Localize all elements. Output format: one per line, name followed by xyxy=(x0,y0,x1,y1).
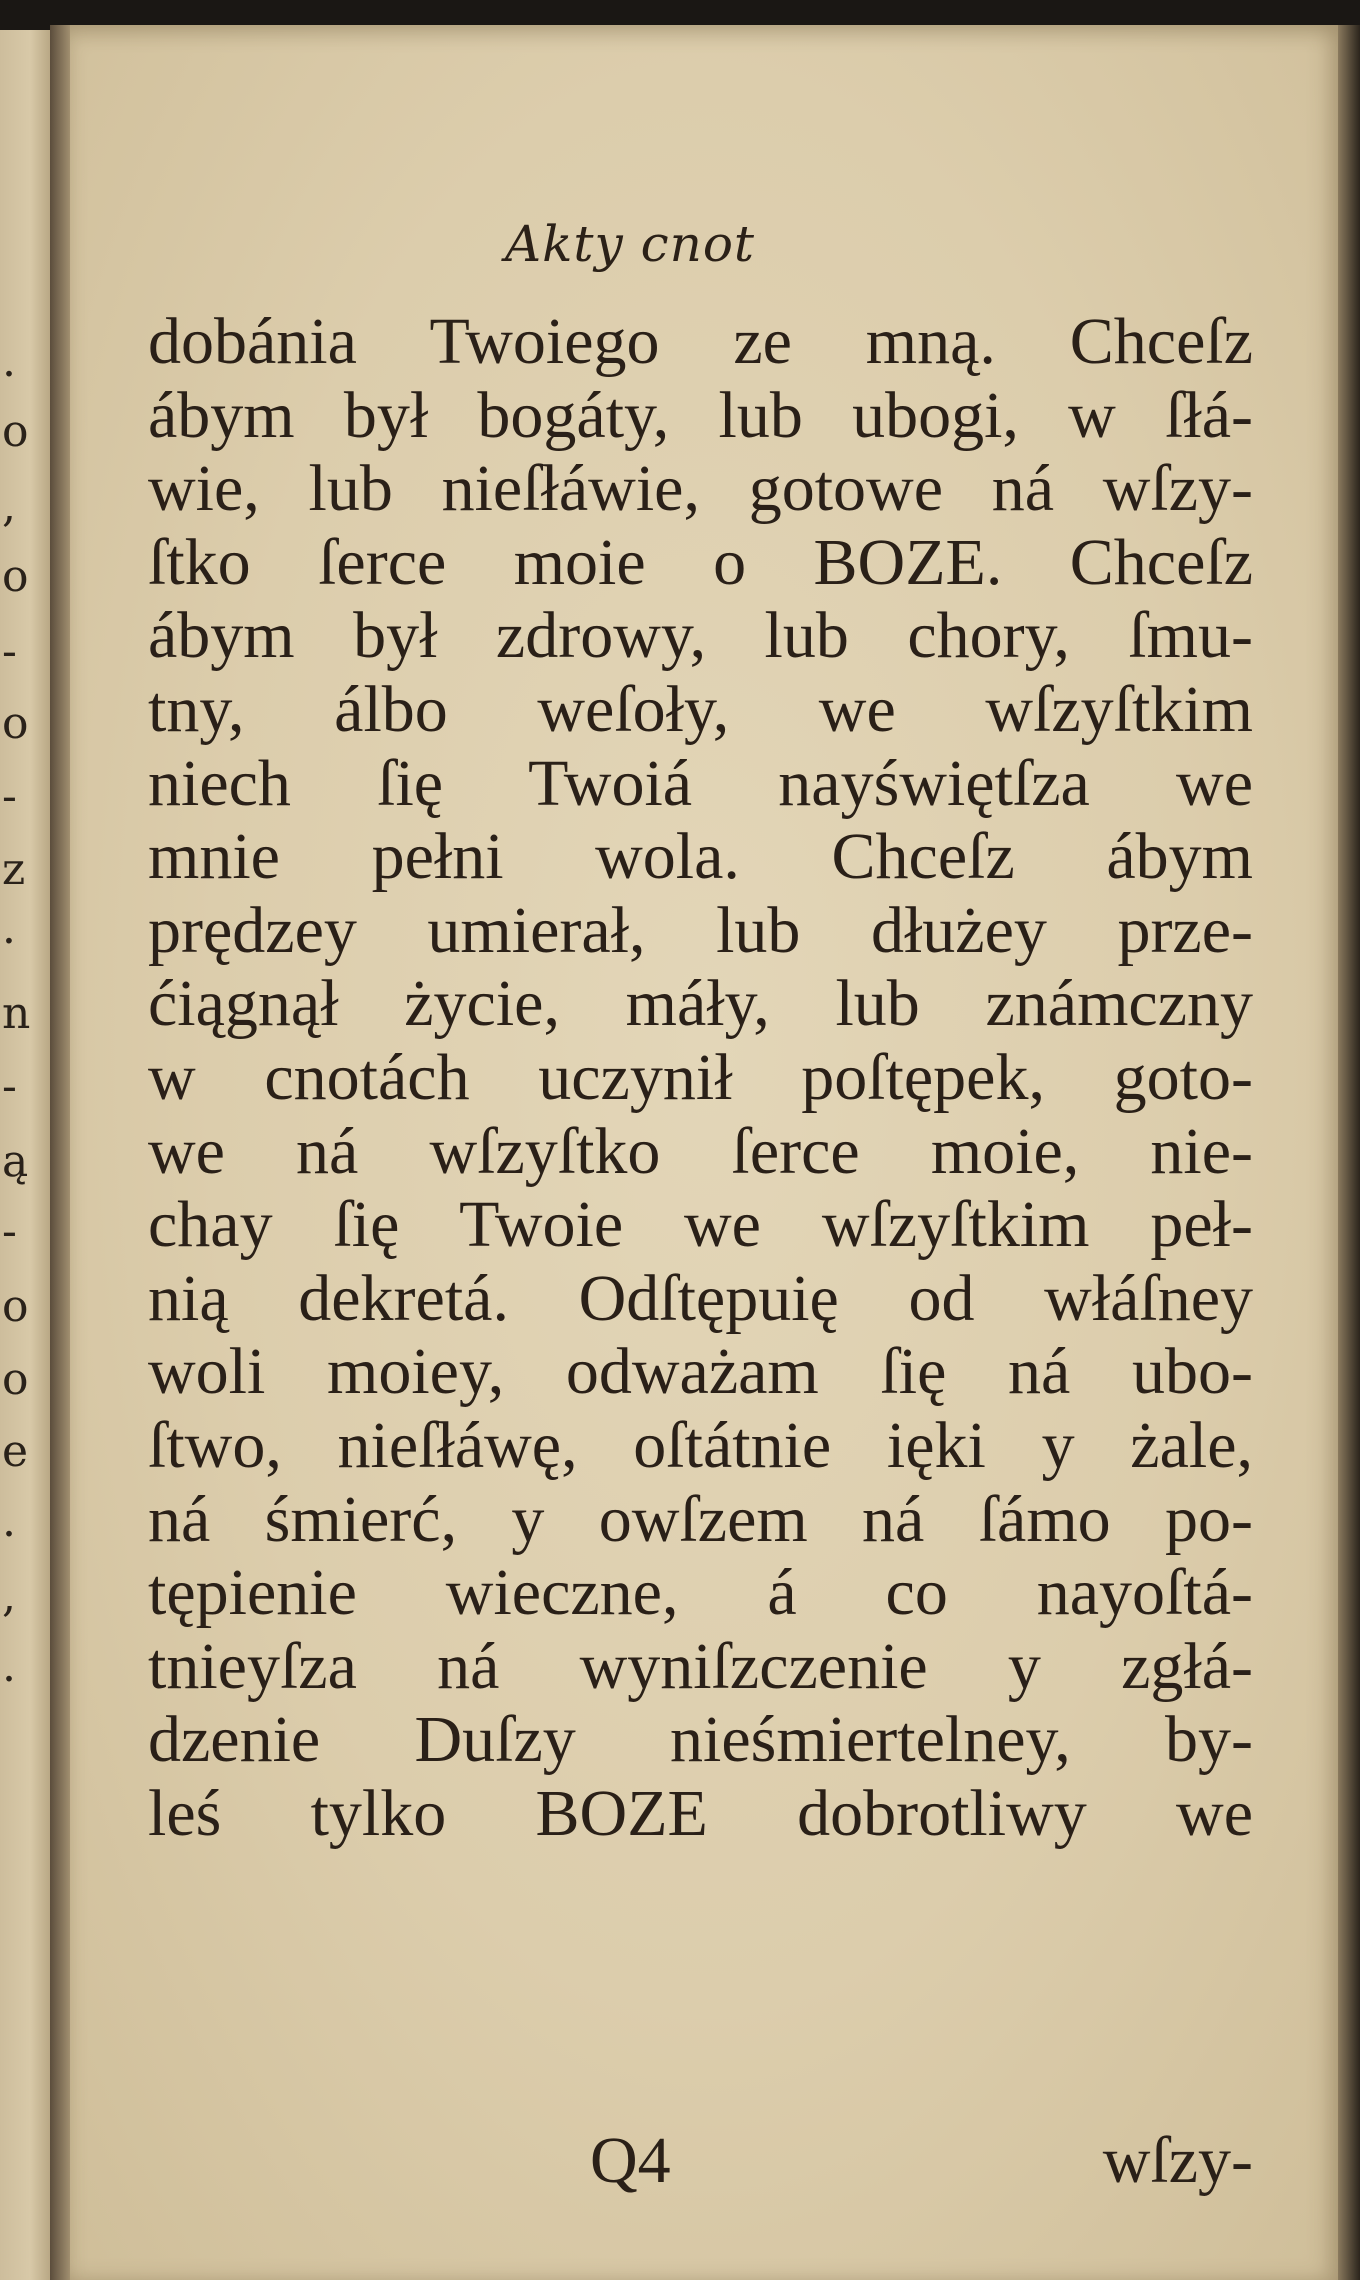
body-text xyxy=(148,305,1253,1850)
page-footer xyxy=(148,2123,1253,2203)
facing-page-letter: o xyxy=(2,406,29,457)
facing-page-letter: - xyxy=(2,771,17,822)
text-line: wie, lub nieſłáwie, gotowe ná wſzy- xyxy=(148,452,1253,526)
facing-page-letter: n xyxy=(2,988,31,1039)
text-line: tnieyſza ná wyniſzczenie y zgłá- xyxy=(148,1629,1253,1703)
text-line: ſtko ſerce moie o BOZE. Chceſz xyxy=(148,525,1253,599)
text-line: niech ſię Twoiá nayświętſza we xyxy=(148,746,1253,820)
signature-mark: Q4 xyxy=(590,2124,671,2197)
text-line: leś tylko BOZE dobrotliwy we xyxy=(148,1776,1253,1850)
facing-page-letter: , xyxy=(2,481,16,532)
facing-page-letter: . xyxy=(2,1641,16,1692)
facing-page-letter: o xyxy=(2,698,29,749)
text-line: ábym był zdrowy, lub chory, ſmu- xyxy=(148,599,1253,673)
facing-page-letter: o xyxy=(2,1354,29,1405)
facing-page-letter: z xyxy=(2,844,26,895)
text-line: w cnotách uczynił poſtępek, goto- xyxy=(148,1040,1253,1114)
text-line: tny, álbo weſoły, we wſzyſtkim xyxy=(148,672,1253,746)
text-line: ná śmierć, y owſzem ná ſámo po- xyxy=(148,1482,1253,1556)
facing-page-letter: o xyxy=(2,1281,29,1332)
text-line: we ná wſzyſtko ſerce moie, nie- xyxy=(148,1114,1253,1188)
facing-page-letter: o xyxy=(2,551,29,602)
text-line: tępienie wieczne, á co nayoſtá- xyxy=(148,1556,1253,1630)
text-line: prędzey umierał, lub dłużey prze- xyxy=(148,893,1253,967)
facing-page-letter: . xyxy=(2,336,16,387)
text-line: ćiągnął życie, máły, lub známczny xyxy=(148,967,1253,1041)
text-line: ſtwo, nieſłáwę, oſtátnie ięki y żale, xyxy=(148,1408,1253,1482)
running-head xyxy=(70,215,1340,273)
text-line: dobánia Twoiego ze mną. Chceſz xyxy=(148,305,1253,378)
facing-page-letter: - xyxy=(2,1206,17,1257)
text-line: woli moiey, odważam ſię ná ubo- xyxy=(148,1335,1253,1409)
catchword: wſzy- xyxy=(1102,2124,1253,2197)
text-line: ábym był bogáty, lub ubogi, w ſłá- xyxy=(148,378,1253,452)
text-line: nią dekretá. Odſtępuię od włáſney xyxy=(148,1261,1253,1335)
book-gutter xyxy=(50,25,72,2280)
page-edge-shadow xyxy=(1338,25,1360,2280)
facing-page-edge xyxy=(0,30,50,2280)
facing-page-letter: e xyxy=(2,1426,29,1477)
text-line: dzenie Duſzy nieśmiertelney, by- xyxy=(148,1703,1253,1777)
facing-page-letter: · xyxy=(2,916,16,967)
facing-page-letter: ą xyxy=(2,1136,29,1187)
facing-page-letter: - xyxy=(2,626,17,677)
facing-page-letter: . xyxy=(2,1496,16,1547)
text-line: chay ſię Twoie we wſzyſtkim peł- xyxy=(148,1188,1253,1262)
book-page xyxy=(70,25,1340,2280)
text-line: mnie pełni wola. Chceſz ábym xyxy=(148,820,1253,894)
running-head-text: Akty cnot xyxy=(504,215,756,273)
facing-page-letter: - xyxy=(2,1061,17,1112)
facing-page-letter: , xyxy=(2,1571,16,1622)
